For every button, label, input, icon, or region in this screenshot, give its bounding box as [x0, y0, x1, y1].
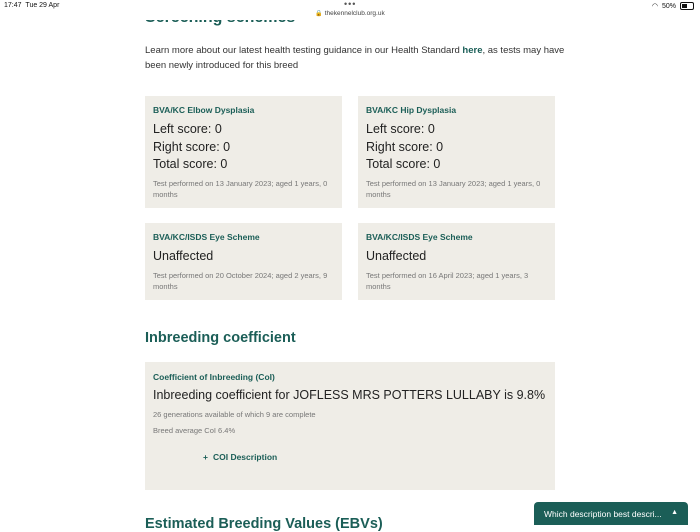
elbow-dysplasia-card — [145, 96, 342, 208]
more-dots-icon[interactable]: ••• — [344, 0, 357, 9]
battery-level: 50% — [661, 2, 676, 10]
health-standard-link[interactable]: here — [462, 45, 483, 56]
total-score: Total score: 0 — [153, 157, 228, 171]
coi-statement: Inbreeding coefficient for JOFLESS MRS POTTERS LULLABY is 9.8% — [153, 388, 546, 402]
left-score: Left score: 0 — [366, 122, 435, 136]
screening-intro: Learn more about our latest health testing guidance in our Health Standard here, as tests may have been newly introduced for this breed — [145, 45, 565, 71]
survey-widget[interactable] — [534, 502, 688, 525]
test-meta: Test performed on 13 January 2023; aged 1 years, 0 months — [366, 178, 541, 199]
total-score: Total score: 0 — [366, 157, 441, 171]
coi-description-label: COI Description — [212, 452, 278, 462]
right-score: Right score: 0 — [153, 139, 231, 154]
status-time: 17:47 Tue 29 Apr — [4, 2, 60, 9]
address-bar[interactable]: 🔒 thekennelclub.org.uk — [315, 10, 385, 17]
ebv-heading: Estimated Breeding Values (EBVs) — [145, 516, 383, 532]
chevron-up-icon: ▲ — [671, 509, 678, 516]
eye-result: Unaffected — [366, 249, 427, 263]
card-title: BVA/KC Hip Dysplasia — [366, 105, 457, 115]
test-meta: Test performed on 16 April 2023; aged 1 years, 3 months — [366, 270, 529, 291]
plus-icon: + — [203, 452, 208, 462]
wifi-icon: ◠ — [651, 3, 658, 10]
hip-dysplasia-card — [358, 96, 555, 208]
lock-icon: 🔒 — [315, 11, 323, 17]
coi-card-title: Coefficient of Inbreeding (CoI) — [153, 372, 275, 382]
test-meta: Test performed on 20 October 2024; aged 2 years, 9 months — [153, 270, 328, 291]
coi-description-toggle[interactable] — [203, 452, 277, 462]
battery-icon — [680, 2, 694, 10]
eye-scheme-card-2023 — [358, 223, 555, 300]
card-title: BVA/KC/ISDS Eye Scheme — [366, 232, 473, 242]
right-score: Right score: 0 — [366, 139, 444, 154]
card-title: BVA/KC/ISDS Eye Scheme — [153, 232, 260, 242]
coi-breed-average: Breed average CoI 6.4% — [153, 426, 236, 435]
coi-card — [145, 362, 555, 490]
status-indicators — [652, 2, 694, 10]
status-bar — [0, 0, 700, 20]
card-title: BVA/KC Elbow Dysplasia — [153, 105, 255, 115]
eye-result: Unaffected — [153, 249, 214, 263]
coi-generations: 26 generations available of which 9 are complete — [153, 410, 316, 419]
eye-scheme-card-2024 — [145, 223, 342, 300]
survey-label: Which description best descri... — [544, 509, 662, 519]
inbreeding-heading: Inbreeding coefficient — [145, 330, 296, 346]
left-score: Left score: 0 — [153, 122, 222, 136]
test-meta: Test performed on 13 January 2023; aged 1 years, 0 months — [153, 178, 328, 199]
